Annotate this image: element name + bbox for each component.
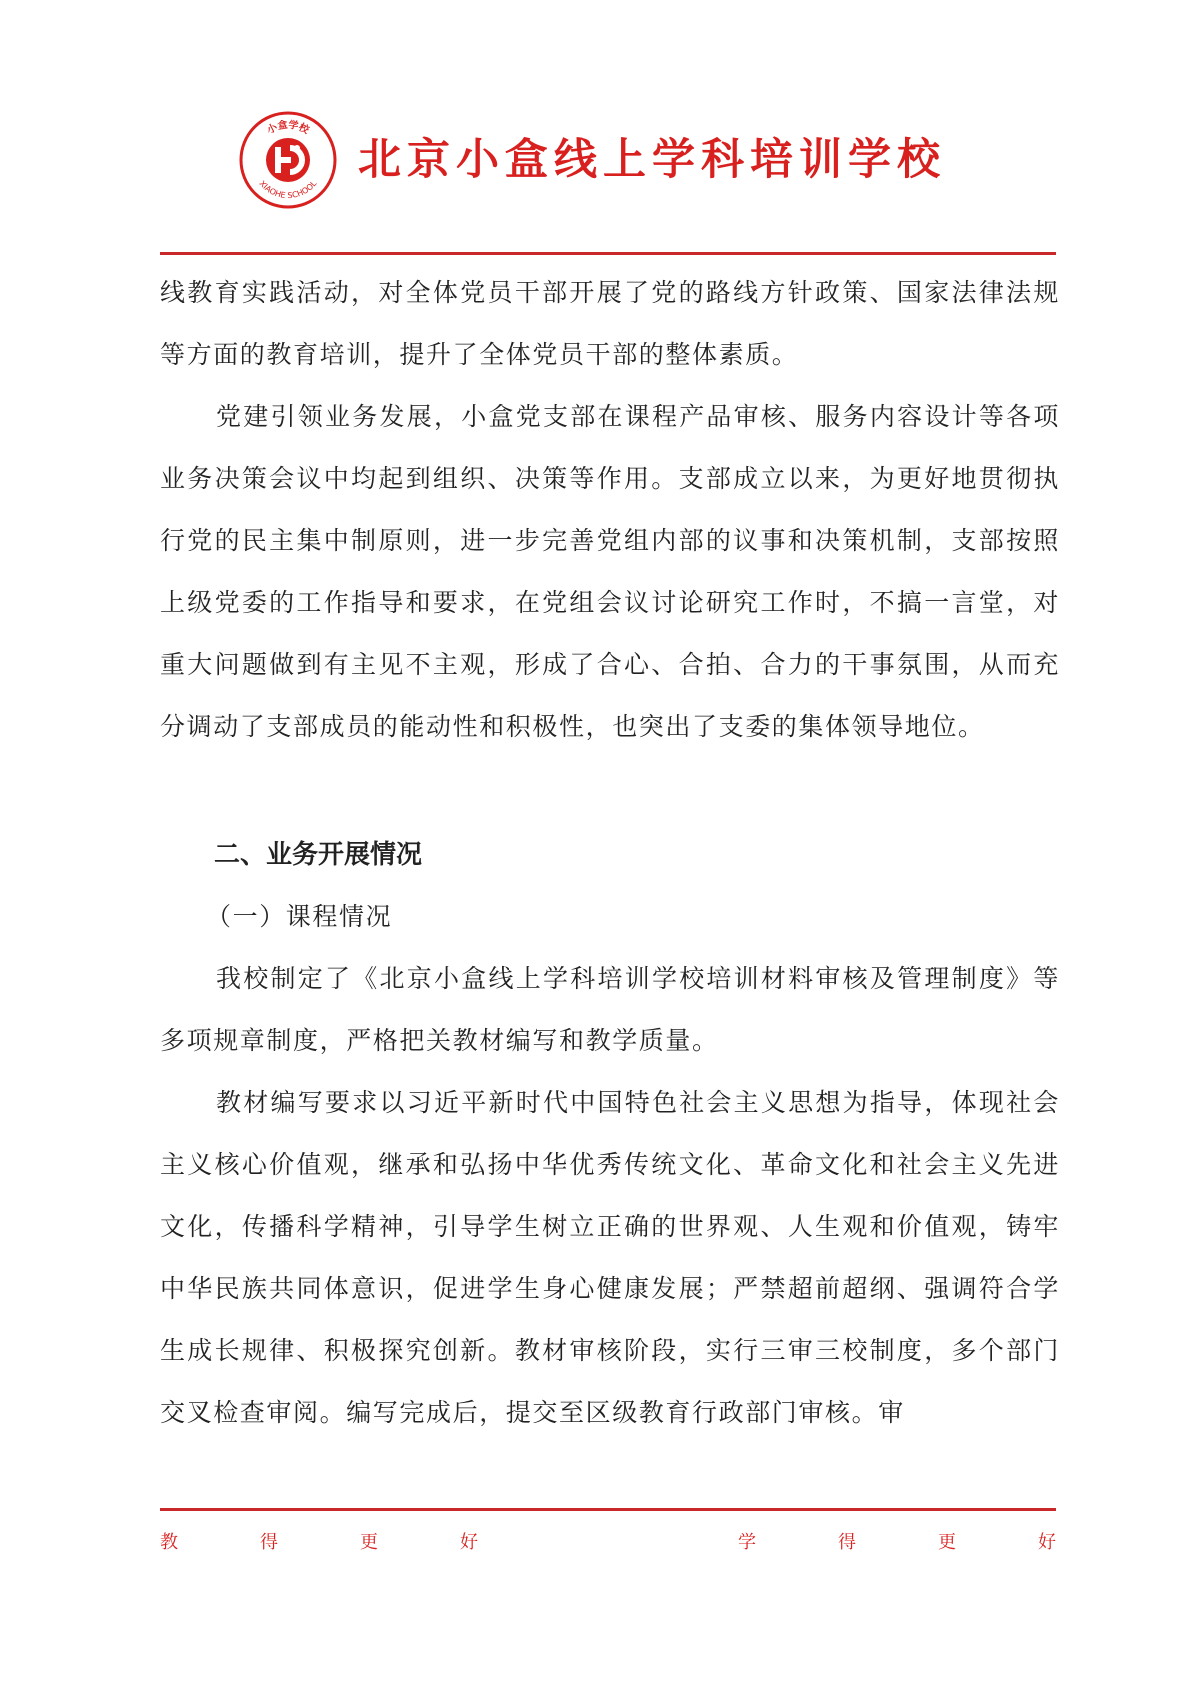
footer-char: 好 [460, 1532, 478, 1553]
paragraph-2: 党建引领业务发展，小盒党支部在课程产品审核、服务内容设计等各项业务决策会议中均起到组织、决策等作用。支部成立以来，为更好地贯彻执行党的民主集中制原则，进一步完善党组内部的议事和决策机制，支部按照上级党委的工作指导和要求，在党组会议讨论研究工作时，不搞一言堂，对重大问题做到有主见不主观，形成了合心、合拍、合力的干事氛围，从而充分调动了支部成员的能动性和积极性，也突出了支委的集体领导地位。 [160, 402, 1060, 741]
page-header [0, 0, 1190, 250]
svg-text:小盒学校 [265, 118, 313, 137]
paragraph-4: 教材编写要求以习近平新时代中国特色社会主义思想为指导，体现社会主义核心价值观，继承和弘扬中华优秀传统文化、革命文化和社会主义先进文化，传播科学精神，引导学生树立正确的世界观、人生观和价值观，铸牢中华民族共同体意识，促进学生身心健康发展；严禁超前超纲、强调符合学生成长规律、积极探究创新。教材审核阶段，实行三审三校制度，多个部门交叉检查审阅。编写完成后，提交至区级教育行政部门审核。审 [160, 1088, 1060, 1427]
section-heading: 二、业务开展情况 [214, 840, 423, 870]
school-name: 北京小盒线上学科培训学校 [358, 135, 946, 185]
paragraph-3: 我校制定了《北京小盒线上学科培训学校培训材料审核及管理制度》等多项规章制度，严格把关教材编写和教学质量。 [160, 964, 1060, 1055]
sub-heading: （一）课程情况 [206, 902, 393, 931]
footer-char: 得 [260, 1532, 278, 1553]
footer-char: 教 [160, 1532, 178, 1553]
footer-char: 更 [938, 1532, 956, 1553]
page-footer [160, 1528, 1056, 1558]
document-body [160, 262, 1060, 1444]
footer-char: 学 [738, 1532, 756, 1553]
footer-char: 得 [838, 1532, 856, 1553]
footer-char: 好 [1038, 1532, 1056, 1553]
school-logo [238, 110, 338, 210]
logo-bottom-text: XIAOHE SCHOOL [257, 178, 319, 201]
logo-top-text: 小盒学校 [265, 119, 311, 137]
paragraph-1: 线教育实践活动，对全体党员干部开展了党的路线方针政策、国家法律法规等方面的教育培训，提升了全体党员干部的整体素质。 [160, 278, 1060, 369]
footer-divider [160, 1508, 1056, 1511]
footer-char: 更 [360, 1532, 378, 1553]
header-divider [160, 252, 1056, 255]
